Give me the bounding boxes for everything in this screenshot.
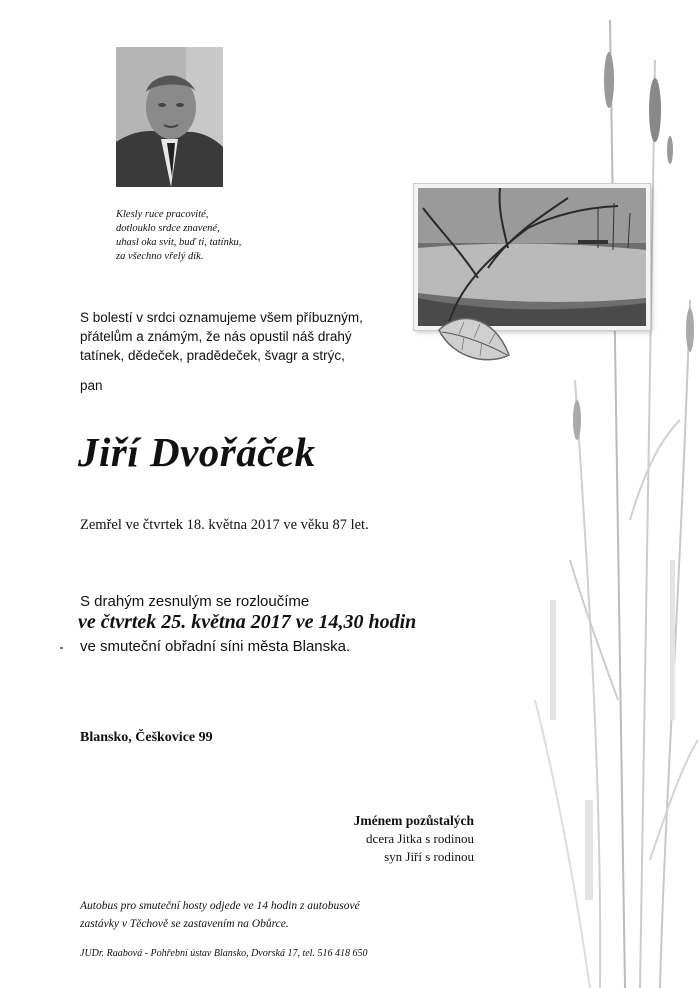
- farewell-location: ve smuteční obřadní síni města Blanska.: [80, 638, 351, 655]
- leaf-icon: [434, 310, 514, 370]
- death-date-text: Zemřel ve čtvrtek 18. května 2017 ve věku 87 let.: [80, 517, 369, 533]
- survivor-line: dcera Jitka s rodinou: [366, 831, 474, 846]
- bus-notice: [80, 897, 360, 933]
- portrait-photo: [116, 47, 223, 187]
- poem-line: Klesly ruce pracovité,: [116, 209, 209, 220]
- announcement-text: [80, 308, 363, 365]
- announcement-line: přátelům a známým, že nás opustil náš drahý: [80, 329, 352, 344]
- bus-notice-line: zastávky v Těchově se zastavením na Obůrce.: [80, 918, 289, 930]
- survivors-heading: Jménem pozůstalých: [353, 813, 474, 828]
- survivor-line: syn Jiří s rodinou: [384, 849, 474, 864]
- stray-mark: [60, 647, 63, 649]
- farewell-line-1: S drahým zesnulým se rozloučíme: [80, 593, 310, 610]
- poem-line: za všechno vřelý dík.: [116, 251, 204, 262]
- announcement-line: S bolestí v srdci oznamujeme všem příbuzným,: [80, 310, 363, 325]
- address: Blansko, Češkovice 99: [80, 730, 213, 745]
- survivors-block: [354, 812, 474, 866]
- deceased-name: Jiří Dvořáček: [78, 429, 316, 475]
- poem-line: dotlouklo srdce znavené,: [116, 223, 220, 234]
- funeral-home-footer: JUDr. Raabová - Pohřební ústav Blansko, Dvorská 17, tel. 516 418 650: [80, 948, 368, 959]
- poem-line: uhasl oka svit, buď ti, tatínku,: [116, 237, 242, 248]
- bus-notice-line: Autobus pro smuteční hosty odjede ve 14 hodin z autobusové: [80, 900, 360, 912]
- decorative-grass-image: [530, 0, 700, 988]
- poem: [116, 208, 241, 264]
- announcement-line: tatínek, dědeček, pradědeček, švagr a strýc,: [80, 348, 345, 363]
- farewell-datetime: ve čtvrtek 25. května 2017 ve 14,30 hodin: [78, 611, 417, 633]
- landscape-photo: [414, 184, 650, 330]
- title-pan: pan: [80, 378, 103, 393]
